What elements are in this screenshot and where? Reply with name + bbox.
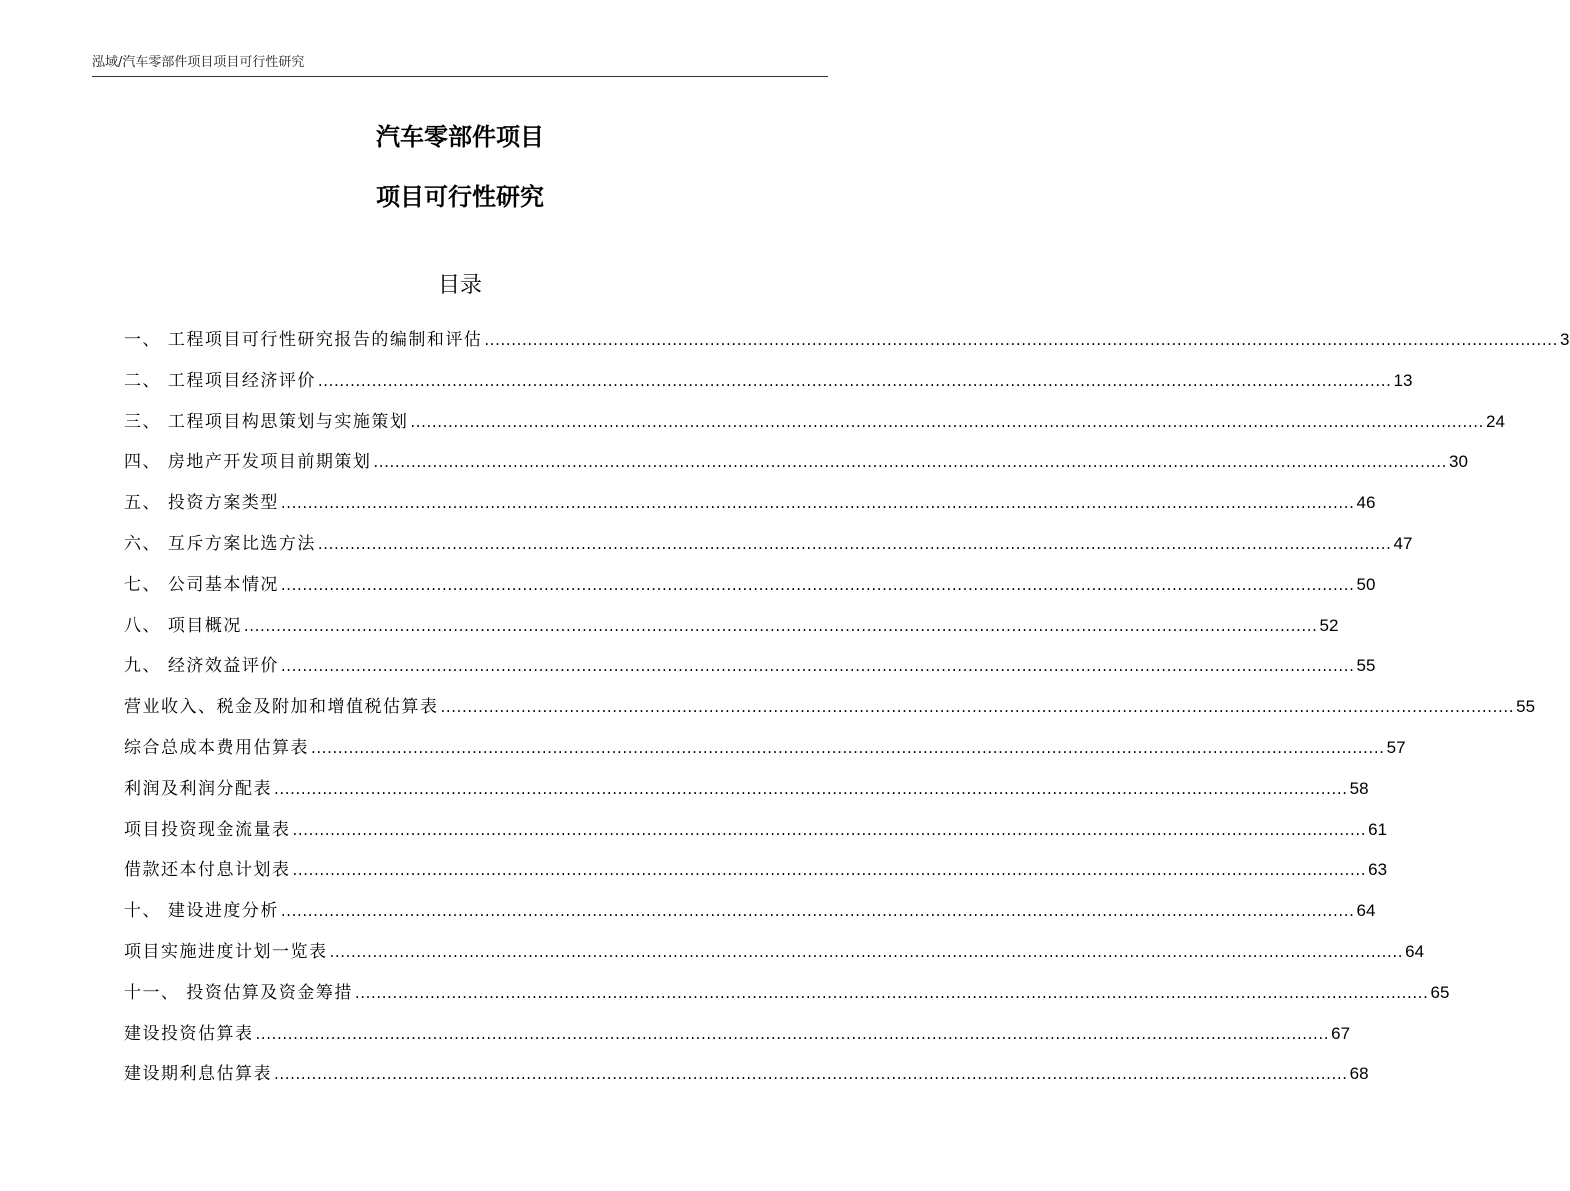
toc-entry-page: 46 — [1356, 493, 1376, 513]
toc-entry-page: 68 — [1349, 1064, 1369, 1084]
header-rule — [92, 76, 828, 77]
toc-dot-leader: ........................................................................................................................................................................................................ — [280, 575, 1355, 594]
toc-entry-page: 55 — [1516, 697, 1536, 717]
toc-entry-title: 综合总成本费用估算表 — [124, 737, 309, 758]
toc-dot-leader: ........................................................................................................................................................................................................ — [484, 331, 1559, 349]
toc-entry-title: 营业收入、税金及附加和增值税估算表 — [124, 697, 439, 718]
toc-entry-title: 三、 工程项目构思策划与实施策划 — [124, 411, 409, 432]
toc-dot-leader: ........................................................................................................................................................................................................ — [317, 534, 1392, 553]
toc-entry-title: 八、 项目概况 — [124, 615, 242, 636]
toc-dot-leader: ........................................................................................................................................................................................................ — [243, 616, 1318, 635]
toc-dot-leader: ........................................................................................................................................................................................................ — [280, 902, 1355, 921]
toc-dot-leader: ........................................................................................................................................................................................................ — [317, 371, 1392, 390]
toc-heading: 目录 — [437, 273, 482, 298]
toc-entry[interactable] — [124, 1014, 1351, 1055]
toc-entry-page: 30 — [1449, 452, 1468, 472]
toc-entry[interactable] — [124, 1054, 1369, 1095]
toc-dot-leader: ........................................................................................................................................................................................................ — [280, 494, 1355, 513]
table-of-contents — [124, 320, 1570, 1095]
toc-entry[interactable] — [124, 361, 1413, 402]
toc-entry-title: 建设投资估算表 — [124, 1023, 254, 1044]
toc-entry[interactable] — [124, 728, 1406, 769]
toc-entry-title: 项目投资现金流量表 — [124, 819, 291, 840]
toc-entry-title: 一、 工程项目可行性研究报告的编制和评估 — [124, 330, 483, 350]
toc-dot-leader: ........................................................................................................................................................................................................ — [280, 657, 1355, 676]
toc-dot-leader: ........................................................................................................................................................................................................ — [373, 453, 1448, 472]
document-title-line-2: 项目可行性研究 — [376, 183, 544, 211]
toc-entry[interactable] — [124, 891, 1376, 932]
toc-entry[interactable] — [124, 442, 1468, 483]
document-title-line-1: 汽车零部件项目 — [376, 123, 544, 151]
toc-entry-title: 十、 建设进度分析 — [124, 901, 279, 922]
toc-entry[interactable] — [124, 850, 1388, 891]
toc-entry-title: 七、 公司基本情况 — [124, 574, 279, 595]
toc-entry-title: 二、 工程项目经济评价 — [124, 370, 316, 391]
toc-entry-page: 3 — [1560, 330, 1570, 349]
toc-entry-page: 57 — [1386, 737, 1406, 757]
toc-entry[interactable] — [124, 483, 1376, 524]
toc-entry[interactable] — [124, 565, 1376, 606]
toc-entry[interactable] — [124, 973, 1450, 1014]
toc-dot-leader: ........................................................................................................................................................................................................ — [255, 1024, 1330, 1043]
toc-dot-leader: ........................................................................................................................................................................................................ — [274, 1065, 1348, 1084]
toc-entry[interactable] — [124, 769, 1369, 810]
toc-entry-page: 13 — [1393, 370, 1413, 390]
toc-entry-title: 建设期利息估算表 — [124, 1064, 272, 1085]
toc-entry[interactable] — [124, 932, 1425, 973]
toc-dot-leader: ........................................................................................................................................................................................................ — [354, 983, 1429, 1002]
running-header: 泓域/汽车零部件项目项目可行性研究 — [92, 55, 305, 70]
toc-entry-title: 四、 房地产开发项目前期策划 — [124, 452, 372, 473]
toc-entry-page: 24 — [1486, 411, 1505, 431]
toc-entry-page: 58 — [1349, 778, 1369, 798]
toc-dot-leader: ........................................................................................................................................................................................................ — [410, 412, 1485, 431]
toc-entry-title: 借款还本付息计划表 — [124, 860, 291, 881]
toc-entry-page: 61 — [1368, 819, 1388, 839]
toc-entry-page: 67 — [1331, 1023, 1351, 1043]
toc-dot-leader: ........................................................................................................................................................................................................ — [274, 779, 1348, 798]
toc-entry-page: 63 — [1368, 860, 1388, 880]
toc-entry-title: 五、 投资方案类型 — [124, 493, 279, 514]
toc-dot-leader: ........................................................................................................................................................................................................ — [440, 698, 1515, 717]
toc-dot-leader: ........................................................................................................................................................................................................ — [292, 861, 1367, 880]
toc-dot-leader: ........................................................................................................................................................................................................ — [311, 738, 1385, 757]
toc-entry-page: 55 — [1356, 656, 1376, 676]
toc-entry[interactable] — [124, 606, 1339, 647]
toc-entry-page: 64 — [1405, 941, 1425, 961]
toc-entry[interactable] — [124, 402, 1505, 443]
toc-entry[interactable] — [124, 687, 1536, 728]
toc-entry-title: 九、 经济效益评价 — [124, 656, 279, 677]
toc-entry-page: 64 — [1356, 901, 1376, 921]
toc-entry[interactable] — [124, 320, 1570, 361]
toc-entry-page: 47 — [1393, 533, 1413, 553]
toc-entry-title: 十一、 投资估算及资金筹措 — [124, 982, 353, 1003]
toc-entry[interactable] — [124, 646, 1376, 687]
toc-entry-page: 52 — [1319, 615, 1339, 635]
toc-entry[interactable] — [124, 524, 1413, 565]
toc-entry[interactable] — [124, 810, 1388, 851]
toc-entry-title: 六、 互斥方案比选方法 — [124, 533, 316, 554]
toc-dot-leader: ........................................................................................................................................................................................................ — [292, 820, 1367, 839]
toc-entry-page: 65 — [1430, 982, 1450, 1002]
toc-entry-page: 50 — [1356, 574, 1376, 594]
toc-entry-title: 利润及利润分配表 — [124, 778, 272, 799]
toc-dot-leader: ........................................................................................................................................................................................................ — [329, 942, 1404, 961]
toc-entry-title: 项目实施进度计划一览表 — [124, 941, 328, 962]
